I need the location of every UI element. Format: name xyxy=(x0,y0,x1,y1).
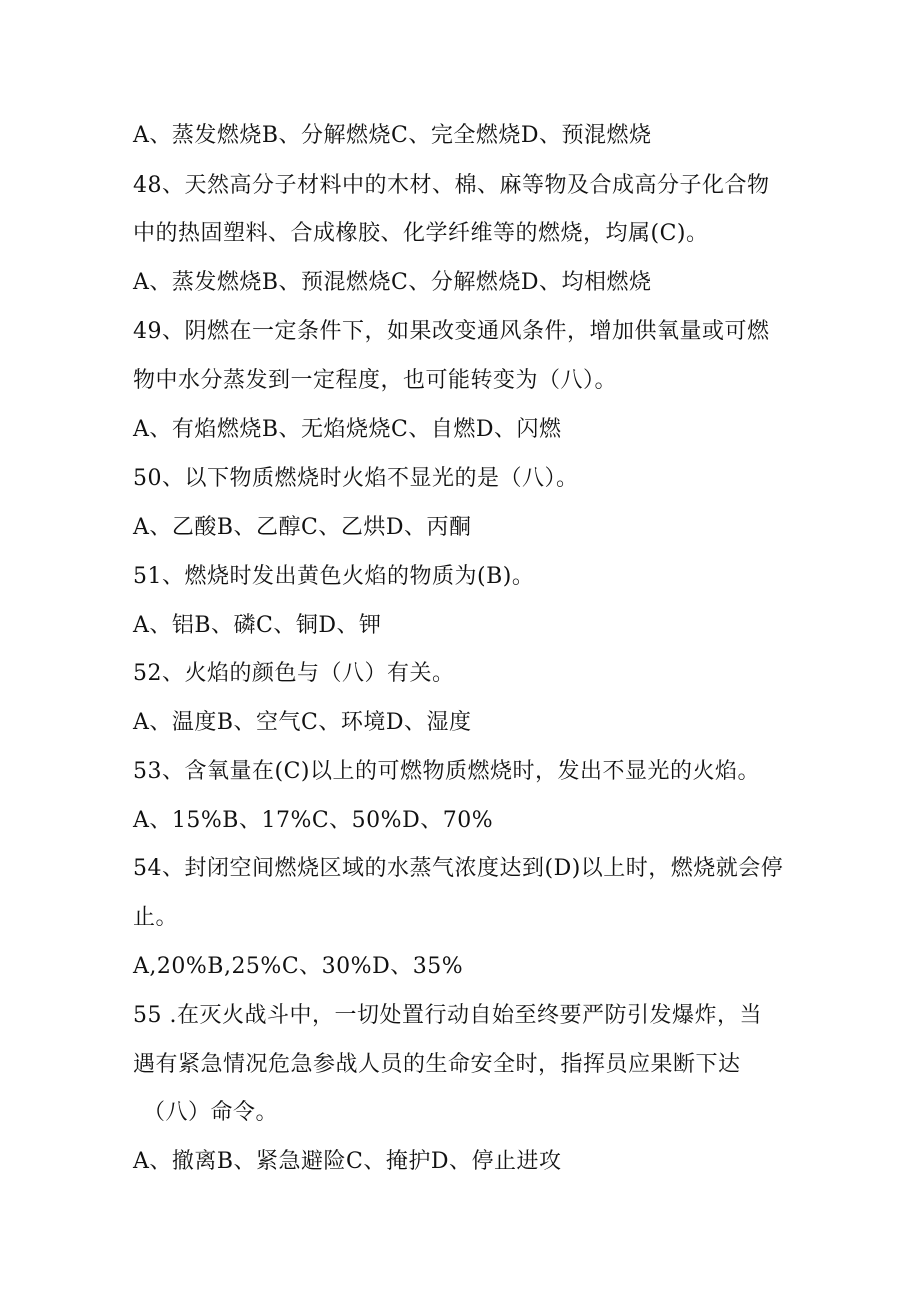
question-54-line-2: 止。 xyxy=(133,905,179,930)
question-55-line-3: （八）命令。 xyxy=(143,1100,279,1125)
question-55-line-2: 遇有紧急情况危急参战人员的生命安全时，指挥员应果断下达 xyxy=(133,1052,741,1077)
question-53: 53、含氧量在(C)以上的可燃物质燃烧时，发出不显光的火焰。 xyxy=(133,759,760,784)
question-52: 52、火焰的颜色与（八）有关。 xyxy=(133,661,455,686)
options-line-55: A、撤离B、紧急避险C、掩护D、停止进攻 xyxy=(133,1149,562,1174)
question-49-line-1: 49、阴燃在一定条件下，如果改变通风条件，增加供氧量或可燃 xyxy=(133,319,770,344)
options-line-49: A、有焰燃烧B、无焰烧烧C、自燃D、闪燃 xyxy=(133,417,562,442)
options-line-52: A、温度B、空气C、环境D、湿度 xyxy=(133,710,472,735)
question-50: 50、以下物质燃烧时火焰不显光的是（八）。 xyxy=(133,466,579,491)
question-48-line-1: 48、天然高分子材料中的木材、棉、麻等物及合成高分子化合物 xyxy=(133,173,770,198)
question-54-line-1: 54、封闭空间燃烧区域的水蒸气浓度达到(D)以上时，燃烧就会停 xyxy=(133,856,784,881)
options-line-50: A、乙酸B、乙醇C、乙烘D、丙酮 xyxy=(133,515,472,540)
options-line-47: A、蒸发燃烧B、分解燃烧C、完全燃烧D、预混燃烧 xyxy=(133,123,652,148)
question-48-line-2: 中的热固塑料、合成橡胶、化学纤维等的燃烧，均属(C)。 xyxy=(133,221,709,246)
options-line-51: A、铝B、磷C、铜D、钾 xyxy=(133,613,382,638)
options-line-53: A、15%B、17%C、50%D、70% xyxy=(133,808,494,833)
question-55-line-1: 55 .在灭火战斗中，一切处置行动自始至终要严防引发爆炸，当 xyxy=(133,1003,762,1028)
options-line-48: A、蒸发燃烧B、预混燃烧C、分解燃烧D、均相燃烧 xyxy=(133,270,652,295)
question-49-line-2: 物中水分蒸发到一定程度，也可能转变为（八）。 xyxy=(133,368,618,393)
question-51: 51、燃烧时发出黄色火焰的物质为(B)。 xyxy=(133,564,535,589)
options-line-54: A,20%B,25%C、30%D、35% xyxy=(133,954,464,979)
